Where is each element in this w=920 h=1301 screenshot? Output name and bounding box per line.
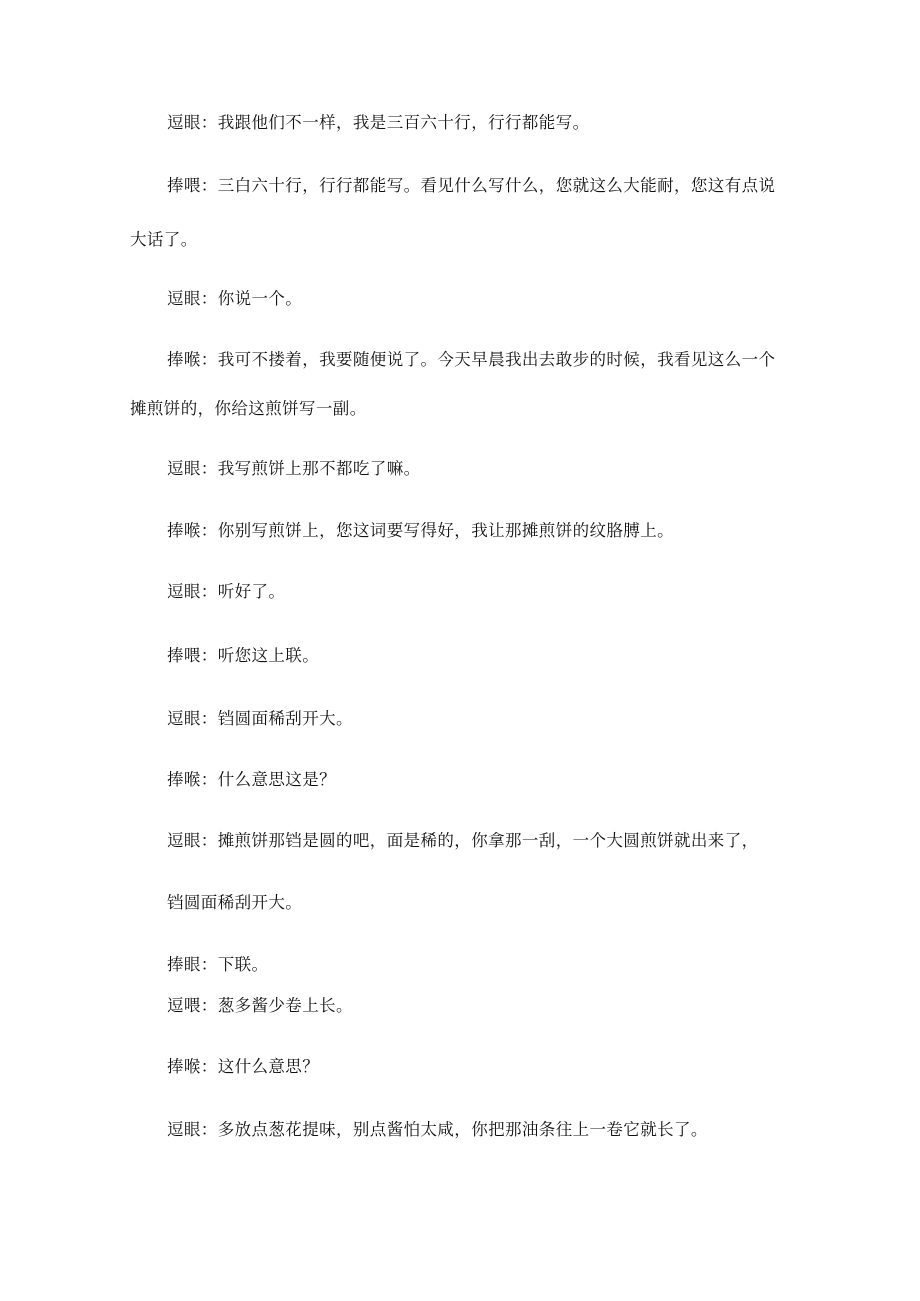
dialogue-line: 逗眼：你说一个。: [167, 289, 303, 308]
dialogue-line: 捧喉：什么意思这是？: [167, 770, 336, 789]
dialogue-line: 捧喉：我可不搂着，我要随便说了。今天早晨我出去敢步的时候，我看见这么一个: [167, 350, 776, 369]
dialogue-line-continuation: 摊煎饼的，你给这煎饼写一副。: [130, 399, 367, 418]
dialogue-line: 捧喉：你别写煎饼上，您这词要写得好，我让那摊煎饼的纹胳膊上。: [167, 521, 674, 540]
dialogue-line: 捧喂：三白六十行，行行都能写。看见什么写什么，您就这么大能耐，您这有点说: [167, 176, 776, 195]
dialogue-line: 逗眼：多放点葱花提味，别点酱怕太咸，你把那油条往上一卷它就长了。: [167, 1120, 708, 1139]
dialogue-line: 捧眼：下联。: [167, 955, 269, 974]
dialogue-line: 逗喂：葱多酱少卷上长。: [167, 996, 353, 1015]
dialogue-line: 捧喂：听您这上联。: [167, 646, 320, 665]
dialogue-line-continuation: 大话了。: [130, 230, 198, 249]
dialogue-line: 逗眼：铛圆面稀刮开大。: [167, 709, 353, 728]
dialogue-line: 捧喉：这什么意思？: [167, 1057, 320, 1076]
dialogue-line: 逗眼：听好了。: [167, 582, 286, 601]
dialogue-line-continuation: 铛圆面稀刮开大。: [167, 893, 303, 912]
dialogue-line: 逗眼：我写煎饼上那不都吃了嘛。: [167, 459, 421, 478]
dialogue-line: 逗眼：我跟他们不一样，我是三百六十行，行行都能写。: [167, 113, 590, 132]
dialogue-line: 逗眼：摊煎饼那铛是圆的吧，面是稀的，你拿那一刮，一个大圆煎饼就出来了，: [167, 831, 759, 850]
